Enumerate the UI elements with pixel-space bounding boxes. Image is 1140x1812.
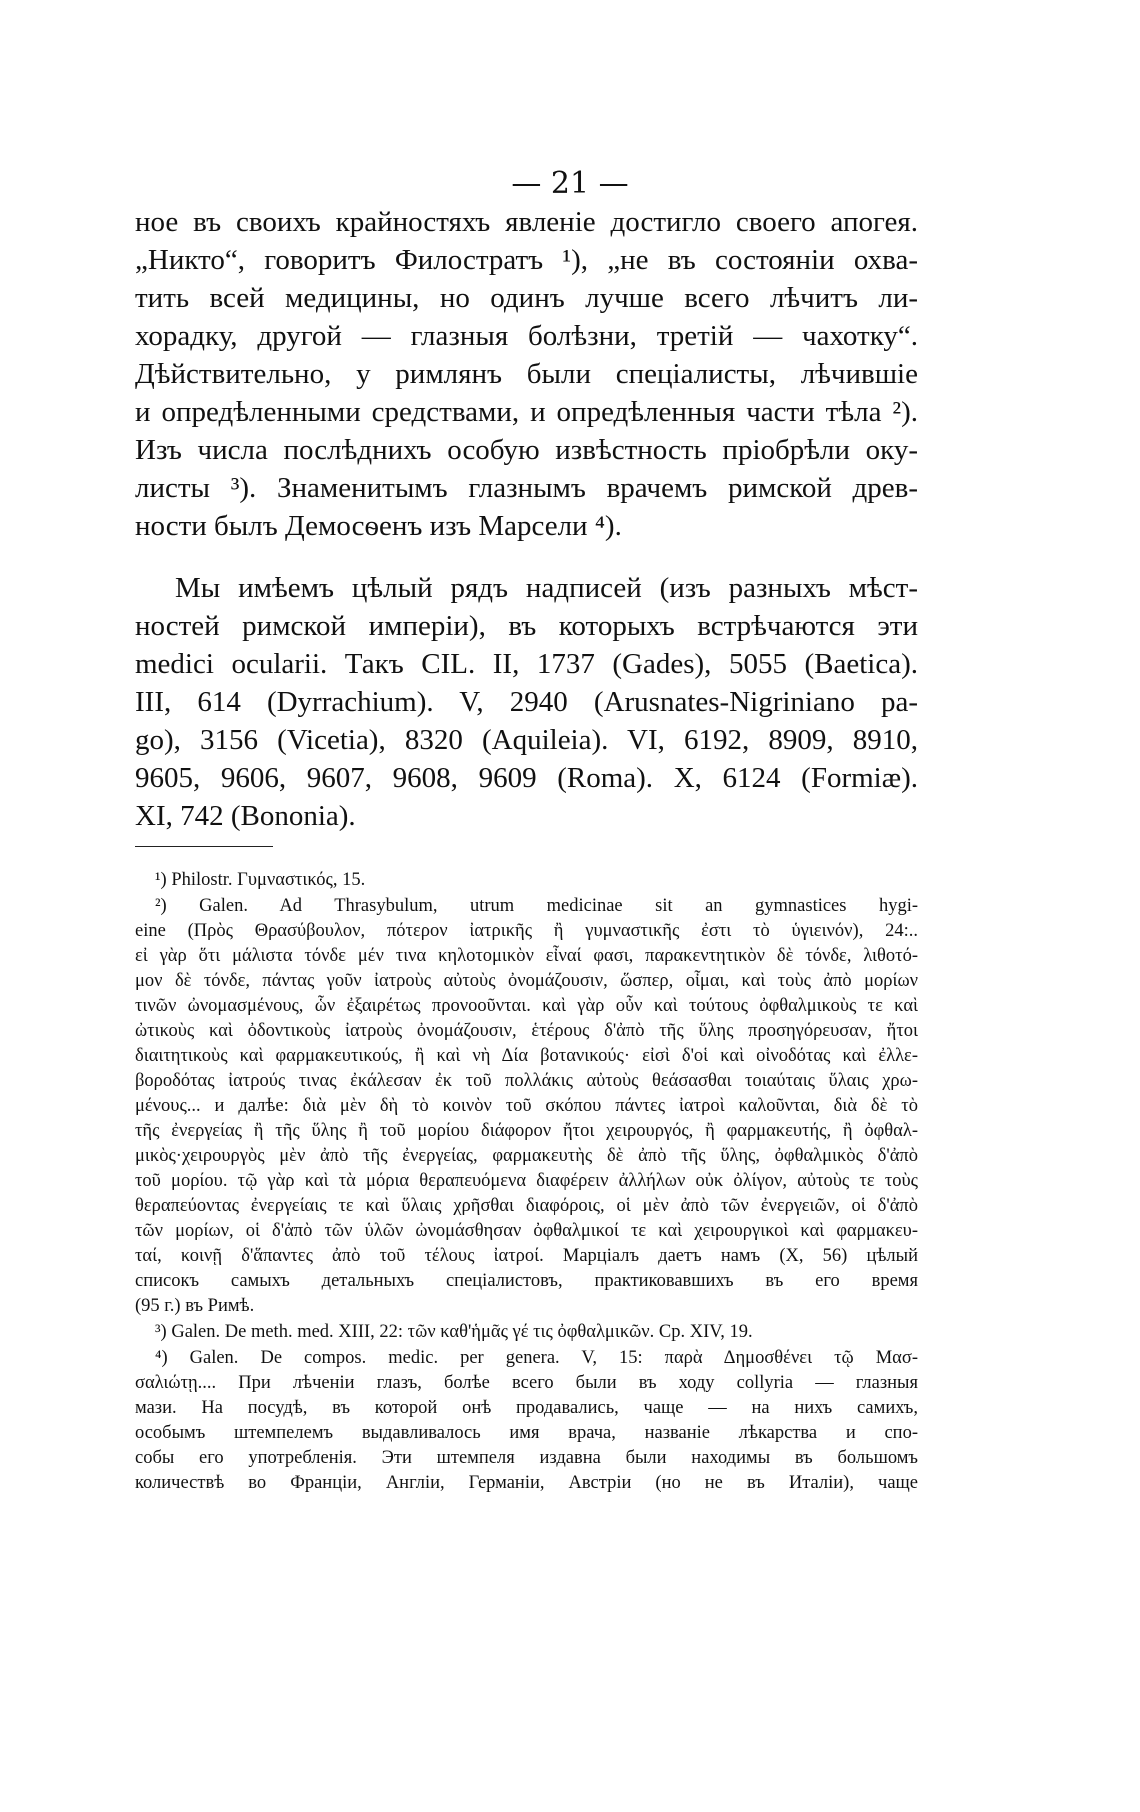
footnote-line: τοῦ μορίου. τῷ γὰρ καὶ τὰ μόρια θεραπευόμενα διαφέρειν ἀλλήλων οὐκ ὀλίγον, αὐτοὺς τε τοὺς [135,1171,918,1191]
footnote-line: σαλιώτῃ.... При лѣченіи глазъ, болѣе всего были въ ходу collyria — глазныя [135,1373,918,1393]
footnote-line: ¹) Philostr. Γυμναστικός, 15. [155,870,366,890]
body-line: Мы имѣемъ цѣлый рядъ надписей (изъ разныхъ мѣст- [175,572,918,604]
body-line: и опредѣленными средствами, и опредѣленныя части тѣла ²). [135,396,918,428]
footnote-line: ²) Galen. Ad Thrasybulum, utrum medicinae sit an gymnastices hygi- [155,896,918,916]
body-line: хорадку, другой — глазныя болѣзни, третій — чахотку“. [135,320,918,352]
footnote-line: ³) Galen. De meth. med. XIII, 22: τῶν καθ'ἡμᾶς γέ τις ὀφθαλμικῶν. Cp. XIV, 19. [155,1322,753,1342]
footnote-line: особымъ штемпелемъ выдавливалось имя врача, названіе лѣкарства и спо- [135,1423,918,1443]
body-line: „Никто“, говоритъ Филостратъ ¹), „не въ состояніи охва- [135,244,918,276]
footnote-line: τῆς ἐνεργείας ἢ τῆς ὕλης ἢ τοῦ μορίου διάφορον ἤτοι χειρουργός, ἢ φαρμακευτής, ἢ ὀφθαλ- [135,1121,918,1141]
footnote-line: εἰ γὰρ ὅτι μάλιστα τόνδε μέν τινα κηλοτομικὸν εἶναί φασι, παρακεντητικὸν δὲ τόνδε, λιθοτό- [135,946,918,966]
page-number: — 21 — [511,166,629,201]
footnote-line: τῶν μορίων, οἱ δ'ἀπὸ τῶν ὑλῶν ὠνομάσθησαν ὀφθαλμικοί τε καὶ χειρουργικοὶ καὶ φαρμακευ- [135,1221,918,1241]
body-line: 9605, 9606, 9607, 9608, 9609 (Roma). X, 6124 (Formiæ). [135,762,918,794]
footnote-divider [135,846,273,847]
footnote-line: списокъ самыхъ детальныхъ спеціалистовъ, практиковавшихъ въ его время [135,1271,918,1291]
body-line: Дѣйствительно, у римлянъ были спеціалисты, лѣчившіе [135,358,918,390]
footnote-line: μον δὲ τόνδε, πάντας γοῦν ἰατροὺς αὐτοὺς ὀνομάζουσιν, ὥσπερ, οἶμαι, καὶ τοὺς ἀπὸ μορίων [135,971,918,991]
footnote-line: мази. На посудѣ, въ которой онѣ продавались, чаще — на нихъ самихъ, [135,1398,918,1418]
body-line: ности былъ Демосѳенъ изъ Марсели ⁴). [135,510,622,542]
footnote-line: ⁴) Galen. De compos. medic. per genera. V, 15: παρὰ Δημοσθένει τῷ Μασ- [155,1348,918,1368]
footnote-line: θεραπεύοντας ἐνεργείαις τε καὶ ὕλαις χρῆσθαι διαφόροις, οἱ μὲν ἀπὸ τῶν ἐνεργειῶν, οἱ δ'ἀπὸ [135,1196,918,1216]
body-line: тить всей медицины, но одинъ лучше всего лѣчитъ ли- [135,282,918,314]
footnote-line: собы его употребленія. Эти штемпеля издавна были находимы въ большомъ [135,1448,918,1468]
body-line: go), 3156 (Vicetia), 8320 (Aquileia). VI, 6192, 8909, 8910, [135,724,918,756]
footnote-line: ταί, κοινῇ δ'ἅπαντες ἀπὸ τοῦ τέλους ἰατροί. Марціалъ даетъ намъ (X, 56) цѣлый [135,1246,918,1266]
footnote-line: διαιτητικοὺς καὶ φαρμακευτικούς, ἢ καὶ νὴ Δία βοτανικούς· εἰσὶ δ'οἱ καὶ οἰνοδότας καὶ ἐλλε- [135,1046,918,1066]
body-line: листы ³). Знаменитымъ глазнымъ врачемъ римской древ- [135,472,918,504]
footnote-line: количествѣ во Франціи, Англіи, Германіи, Австріи (но не въ Италіи), чаще [135,1473,918,1493]
body-line: medici ocularii. Такъ CIL. II, 1737 (Gades), 5055 (Baetica). [135,648,918,680]
footnote-line: μένους... и далѣе: διὰ μὲν δὴ τὸ κοινὸν τοῦ σκόπου πάντες ἰατροὶ καλοῦνται, διὰ δὲ τὸ [135,1096,918,1116]
footnote-line: βοροδότας ἰατρούς τινας ἐκάλεσαν ἐκ τοῦ πολλάκις αὐτοὺς θεάσασθαι τοιαύταις ὕλαις χρω- [135,1071,918,1091]
body-line: III, 614 (Dyrrachium). V, 2940 (Arusnates-Nigriniano pa- [135,686,918,718]
footnote-line: ὠτικοὺς καὶ ὀδοντικοὺς ἰατροὺς ὀνομάζουσιν, ἑτέρους δ'ἀπὸ τῆς ὕλης προσηγόρευσαν, ἤτοι [135,1021,918,1041]
body-line: Изъ числа послѣднихъ особую извѣстность пріобрѣли оку- [135,434,918,466]
body-line: ное въ своихъ крайностяхъ явленіе достигло своего апогея. [135,206,918,238]
footnote-line: τινῶν ὠνομασμένους, ὧν ἐξαιρέτως προνοοῦνται. καὶ γὰρ οὖν καὶ τούτους ὀφθαλμικοὺς τε καὶ [135,996,918,1016]
footnote-line: eine (Πρὸς Θρασύβουλον, πότερον ἰατρικῆς ἢ γυμναστικῆς ἐστι τὸ ὑγιεινόν), 24:.. [135,921,918,941]
body-line: ностей римской имперіи), въ которыхъ встрѣчаются эти [135,610,918,642]
footnote-line: (95 г.) въ Римѣ. [135,1296,255,1316]
footnote-line: μικὸς·χειρουργὸς μὲν ἀπὸ τῆς ἐνεργείας, φαρμακευτὴς δὲ ἀπὸ τῆς ὕλης, ὀφθαλμικὸς δ'ἀπὸ [135,1146,918,1166]
body-line: XI, 742 (Bononia). [135,800,356,832]
